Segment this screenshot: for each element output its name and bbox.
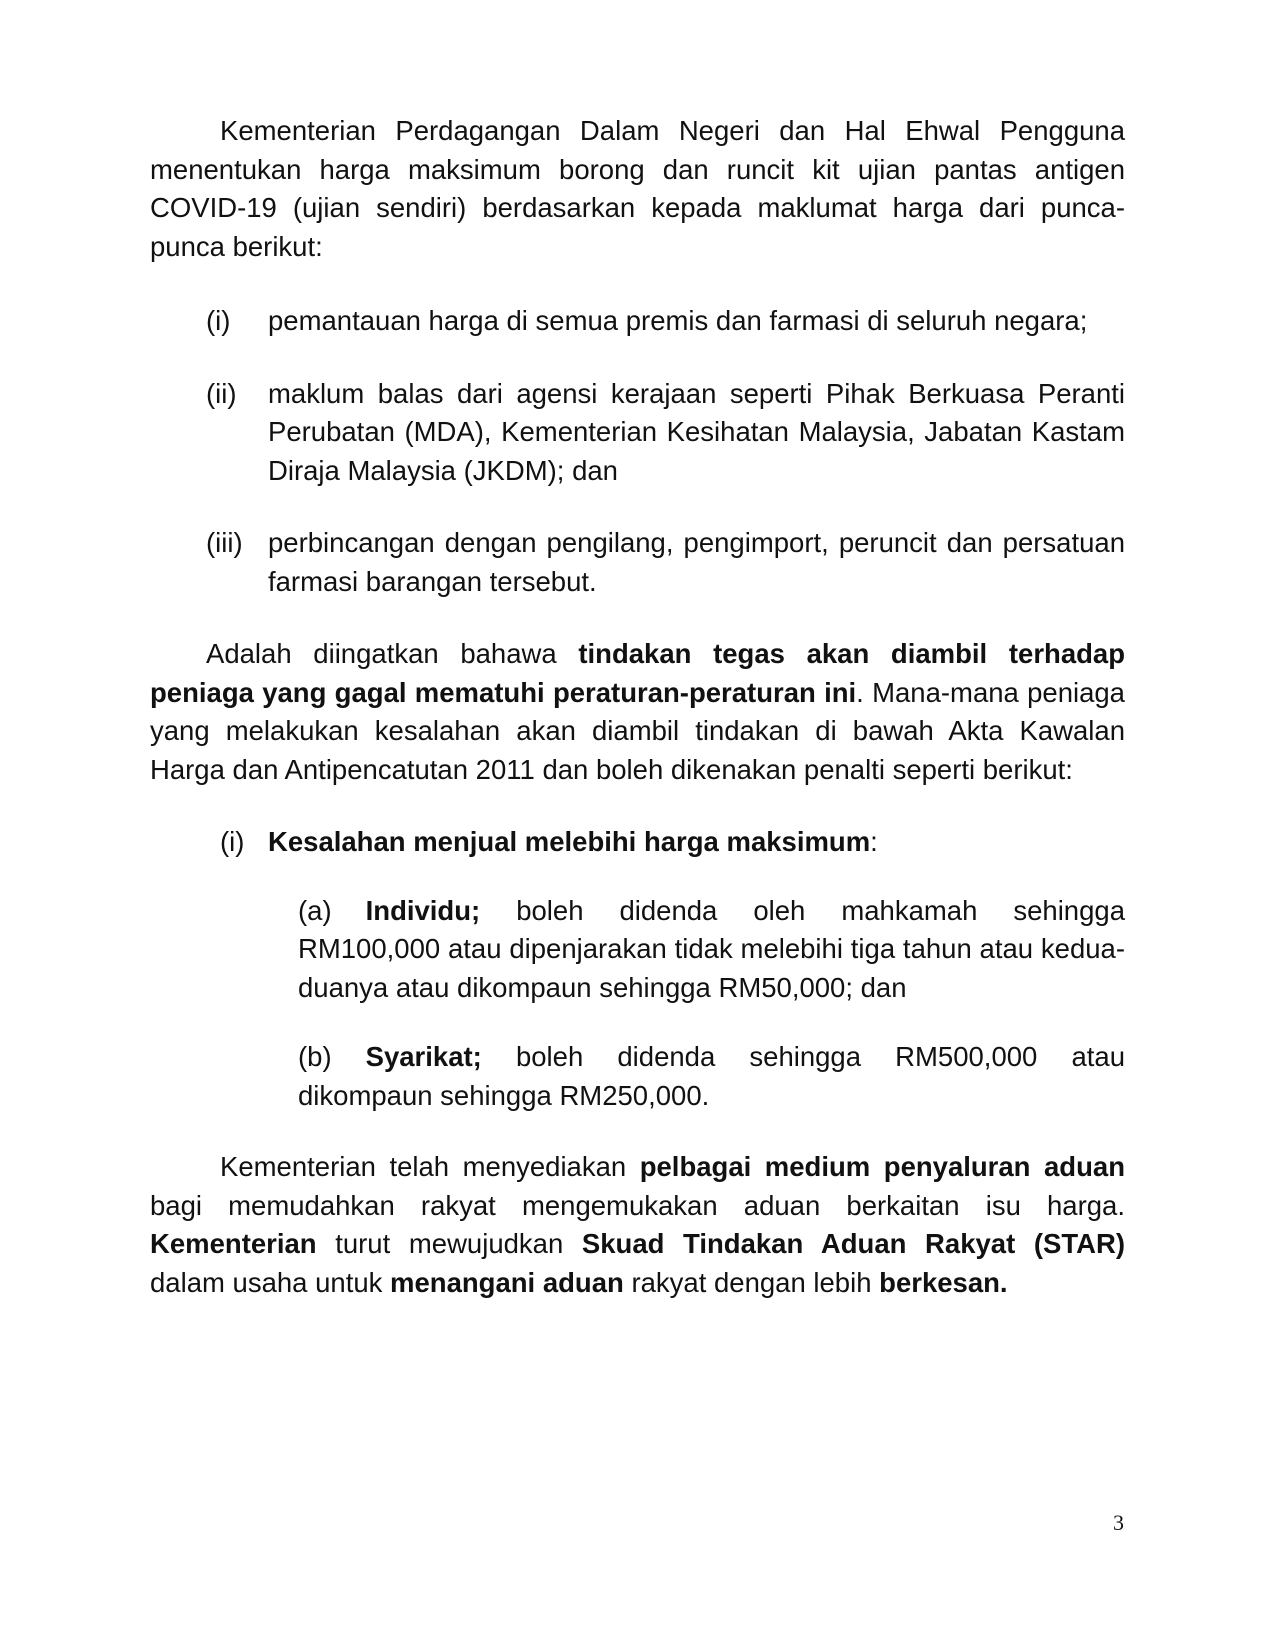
warning-lead: Adalah diingatkan bahawa bbox=[206, 638, 579, 669]
penalty-company-text: boleh didenda sehingga RM500,000 atau dikompaun sehingga RM250,000. bbox=[298, 1041, 1125, 1111]
offence-heading bbox=[150, 823, 1125, 862]
warning-bold: tindakan tegas akan diambil terhadap peniaga yang gagal mematuhi peraturan-peraturan ini bbox=[150, 638, 1125, 708]
penalty-individual-type: Individu; bbox=[365, 894, 481, 926]
source-item-3 bbox=[150, 524, 1125, 601]
closing-bold-2: Kementerian bbox=[150, 1228, 317, 1259]
source-item-3-text: perbincangan dengan pengilang, pengimport, peruncit dan persatuan farmasi barangan tersebut. bbox=[268, 527, 1125, 597]
offence-colon: : bbox=[870, 826, 878, 857]
offence-number: (i) bbox=[220, 826, 245, 857]
source-item-1-text: pemantauan harga di semua premis dan farmasi di seluruh negara; bbox=[268, 305, 1088, 336]
document-page bbox=[150, 112, 1125, 1302]
penalty-company-label: (b) bbox=[298, 1041, 332, 1072]
penalty-individual-label: (a) bbox=[298, 894, 332, 926]
penalties-list bbox=[150, 892, 1125, 1116]
closing-bold-3: Skuad Tindakan Aduan Rakyat (STAR) bbox=[581, 1228, 1125, 1259]
source-item-1-number: (i) bbox=[206, 305, 231, 336]
closing-paragraph bbox=[150, 1148, 1125, 1302]
source-item-2-number: (ii) bbox=[206, 377, 237, 409]
closing-text-3: turut mewujudkan bbox=[316, 1228, 582, 1259]
closing-bold-4: menangani aduan bbox=[390, 1266, 624, 1298]
warning-rest: . Mana-mana peniaga yang melakukan kesalahan akan diambil tindakan di bawah Akta Kawalan Harga dan Antipencatutan 2011 dan boleh dikenakan penalti seperti berikut: bbox=[150, 676, 1125, 785]
closing-text-4: dalam usaha untuk bbox=[150, 1266, 391, 1298]
source-item-2-text: maklum balas dari agensi kerajaan seperti Pihak Berkuasa Peranti Perubatan (MDA), Kementerian Kesihatan Malaysia, Jabatan Kastam Diraja Malaysia (JKDM); dan bbox=[268, 377, 1125, 486]
page-number: 3 bbox=[1113, 1510, 1124, 1535]
closing-bold-1: pelbagai medium penyaluran aduan bbox=[639, 1151, 1125, 1182]
offence-title: Kesalahan menjual melebihi harga maksimum bbox=[268, 826, 871, 857]
closing-text-2: bagi memudahkan rakyat mengemukakan aduan berkaitan isu harga. bbox=[150, 1189, 1125, 1221]
source-item-3-number: (iii) bbox=[206, 527, 243, 558]
penalty-company bbox=[150, 1038, 1125, 1115]
sources-list bbox=[150, 302, 1125, 601]
intro-paragraph: Kementerian Perdagangan Dalam Negeri dan Hal Ehwal Pengguna menentukan harga maksimum borong dan runcit kit ujian pantas antigen COVID-19 (ujian sendiri) berdasarkan kepada maklumat harga dari punca-punca berikut: bbox=[150, 115, 1125, 262]
penalty-individual bbox=[150, 892, 1125, 1008]
closing-bold-5: berkesan. bbox=[879, 1266, 1008, 1298]
source-item-1 bbox=[150, 302, 1125, 341]
penalty-individual-text: boleh didenda oleh mahkamah sehingga RM100,000 atau dipenjarakan tidak melebihi tiga tahun atau kedua-duanya atau dikompaun sehingga RM50,000; dan bbox=[298, 894, 1125, 1003]
closing-text-5: rakyat dengan lebih bbox=[623, 1266, 880, 1298]
penalty-company-type: Syarikat; bbox=[365, 1041, 482, 1072]
source-item-2 bbox=[150, 375, 1125, 491]
closing-text-1: Kementerian telah menyediakan bbox=[220, 1151, 640, 1182]
warning-paragraph bbox=[150, 635, 1125, 789]
